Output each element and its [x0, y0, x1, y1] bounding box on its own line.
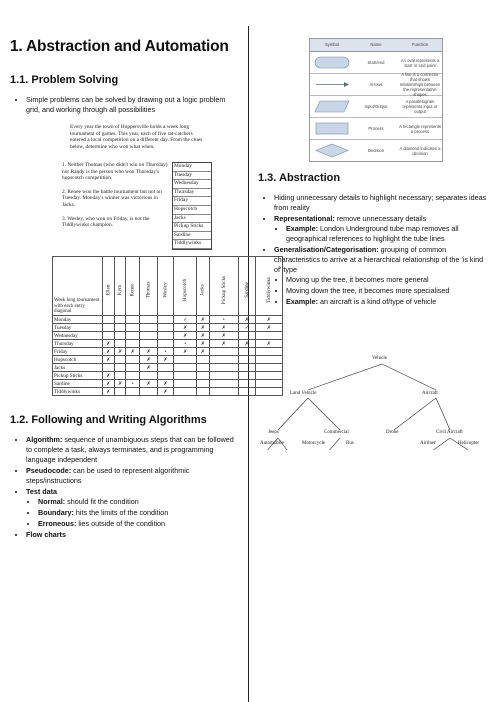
- symbol-name: Process: [368, 126, 384, 131]
- list-item: [26, 530, 240, 540]
- grid-cell: [114, 364, 125, 372]
- puzzle-name: Hopscotch: [173, 206, 211, 215]
- symbol-name: Input/Output: [364, 104, 388, 109]
- puzzle-clues: [62, 162, 170, 236]
- grid-row: [53, 324, 283, 332]
- grid-cell: ✗: [174, 332, 197, 340]
- term-label: Boundary:: [38, 508, 74, 517]
- diamond-shape-icon: [314, 143, 350, 158]
- grid-row-header: Sardine: [53, 380, 103, 388]
- term-text: an aircraft is a kind of/type of vehicle: [317, 297, 437, 306]
- term-text: remove unnecessary details: [334, 214, 427, 223]
- grid-cell: ✗: [174, 348, 197, 356]
- logic-grid: [52, 256, 283, 396]
- generalisation-sublist: [274, 275, 488, 307]
- grid-cell: [174, 380, 197, 388]
- left-column: [10, 38, 240, 116]
- tree-node: Aircraft: [422, 391, 438, 396]
- grid-cell: ✗: [140, 380, 158, 388]
- grid-cell: [114, 332, 125, 340]
- abstraction-section: [258, 172, 488, 308]
- tree-leaf-row: [260, 441, 494, 451]
- test-data-list: [26, 497, 240, 529]
- grid-cell: ✗: [255, 316, 282, 324]
- logic-grid-table: [52, 256, 283, 396]
- term-label: Example:: [286, 297, 318, 306]
- puzzle-name: Wednesday: [173, 180, 211, 189]
- grid-cell: [238, 356, 255, 364]
- tree-node: Civil Aircraft: [436, 430, 463, 435]
- tree-node-root: Vehicle: [372, 356, 387, 361]
- puzzle-name-list: [172, 162, 212, 250]
- grid-column-header: Sardine: [238, 257, 255, 316]
- grid-cell: ✗: [197, 332, 209, 340]
- grid-cell: [209, 388, 238, 396]
- term-text: lies outside of the condition: [76, 519, 166, 528]
- term-text: hits the limits of the condition: [73, 508, 169, 517]
- algorithms-section: [10, 414, 240, 541]
- symbols-header: [310, 39, 442, 52]
- grid-row: [53, 340, 283, 348]
- grid-cell: ✗: [140, 356, 158, 364]
- grid-column-header: Kym: [114, 257, 125, 316]
- grid-cell: ✗: [197, 348, 209, 356]
- grid-cell: [238, 364, 255, 372]
- grid-row: [53, 388, 283, 396]
- list-item: [26, 466, 240, 486]
- grid-cell: [114, 324, 125, 332]
- grid-row-header: Thursday: [53, 340, 103, 348]
- grid-cell: [174, 372, 197, 380]
- grid-cell: [114, 340, 125, 348]
- grid-cell: ✗: [238, 316, 255, 324]
- grid-cell: [126, 340, 140, 348]
- grid-cell: [140, 324, 158, 332]
- grid-cell: [158, 372, 174, 380]
- grid-cell: [103, 324, 115, 332]
- grid-cell: ✗: [209, 340, 238, 348]
- grid-cell: [197, 380, 209, 388]
- tree-node: Jeeps: [268, 430, 279, 435]
- symbols-header-cell: Symbol: [325, 42, 339, 47]
- term-label: Test data: [26, 487, 58, 496]
- grid-row: [53, 316, 283, 324]
- grid-column-header: Jacks: [197, 257, 209, 316]
- symbols-header-cell: Function: [411, 42, 429, 47]
- grid-cell: •: [209, 316, 238, 324]
- symbol-function: A diamond indicates a decision: [399, 145, 441, 156]
- grid-cell: ✗: [140, 348, 158, 356]
- symbol-row: [310, 74, 442, 96]
- symbol-row: [310, 52, 442, 74]
- grid-cell: [197, 388, 209, 396]
- tree-node: Drone: [386, 430, 399, 435]
- grid-cell: ✗: [114, 380, 125, 388]
- symbol-function: A parallelogram represents input or output: [402, 99, 438, 114]
- grid-cell: ✗: [158, 356, 174, 364]
- representational-sublist: [274, 224, 488, 244]
- list-item: [274, 214, 488, 244]
- grid-cell: •: [158, 348, 174, 356]
- symbol-function: An oval represents a start or end point: [400, 57, 440, 68]
- grid-row-header: Friday: [53, 348, 103, 356]
- puzzle-name: Tuesday: [173, 172, 211, 181]
- grid-cell: [238, 332, 255, 340]
- tree-node: Land Vehicle: [290, 391, 317, 396]
- term-label: Example:: [286, 224, 318, 233]
- grid-cell: ✗: [174, 324, 197, 332]
- grid-cell: [114, 388, 125, 396]
- grid-row: [53, 332, 283, 340]
- grid-column-header: Wesley: [158, 257, 174, 316]
- grid-cell: [140, 332, 158, 340]
- grid-cell: ✗: [209, 324, 238, 332]
- grid-column-header: Tiddlywinks: [255, 257, 282, 316]
- problem-solving-list: [10, 95, 240, 115]
- grid-cell: [126, 324, 140, 332]
- tree-node: Automobile: [260, 441, 284, 446]
- grid-cell: ✗: [197, 316, 209, 324]
- symbol-row: [310, 96, 442, 118]
- puzzle-name: Sardine: [173, 232, 211, 241]
- arrow-shape-icon: [314, 78, 350, 91]
- grid-cell: [126, 332, 140, 340]
- parallelogram-shape-icon: [314, 100, 350, 113]
- grid-cell: [209, 364, 238, 372]
- tree-node: Helicopter: [458, 441, 480, 446]
- grid-cell: [209, 356, 238, 364]
- grid-cell: [126, 364, 140, 372]
- grid-cell: ✗: [255, 324, 282, 332]
- grid-cell: [238, 348, 255, 356]
- grid-cell: [174, 364, 197, 372]
- grid-row-header: Hopscotch: [53, 356, 103, 364]
- grid-cell: [103, 364, 115, 372]
- grid-cell: [209, 380, 238, 388]
- section-problem-solving-title: 1.1. Problem Solving: [10, 74, 119, 86]
- grid-row-header: Wednesday: [53, 332, 103, 340]
- term-label: Algorithm:: [26, 435, 63, 444]
- grid-cell: ✗: [197, 324, 209, 332]
- list-item: • Moving down the tree, it becomes more specialised: [286, 286, 488, 296]
- grid-cell: [140, 340, 158, 348]
- rectangle-shape-icon: [314, 122, 350, 135]
- puzzle-name: Jacks: [173, 215, 211, 224]
- grid-cell: ✗: [103, 348, 115, 356]
- puzzle-name: Thursday: [173, 189, 211, 198]
- symbol-function: A rectangle represents a process: [399, 123, 441, 134]
- puzzle-intro: Every year the town of Hoppersville holds a week long tournament of games. This year, each of five rat-catchers entered a local competition on a different day. From the clues below, determine who won what when.: [70, 124, 203, 150]
- list-item: [38, 497, 240, 507]
- grid-cell: [140, 388, 158, 396]
- grid-cell: [114, 316, 125, 324]
- grid-cell: ✗: [140, 364, 158, 372]
- grid-cell: •: [126, 380, 140, 388]
- list-item: [38, 519, 240, 529]
- grid-cell: ✗: [209, 332, 238, 340]
- grid-cell: ✗: [197, 340, 209, 348]
- grid-cell: [238, 388, 255, 396]
- term-text: sequence of unambiguous steps that can be followed to complete a task, always terminates, and is programming language independent: [26, 435, 234, 464]
- logic-puzzle: [58, 124, 210, 247]
- term-label: Flow charts: [26, 530, 66, 539]
- grid-cell: [174, 388, 197, 396]
- term-label: Representational:: [274, 214, 335, 223]
- grid-cell: [114, 356, 125, 364]
- grid-cell: [158, 364, 174, 372]
- grid-row-header: Monday: [53, 316, 103, 324]
- grid-row: [53, 364, 283, 372]
- term-text: should fit the condition: [65, 497, 139, 506]
- grid-column-header: Renee: [126, 257, 140, 316]
- abstraction-list: [258, 193, 488, 307]
- grid-row: [53, 348, 283, 356]
- symbols-header-cell: Name: [370, 42, 382, 47]
- grid-cell: ✗: [126, 348, 140, 356]
- term-label: Generalisation/Categorisation:: [274, 245, 379, 254]
- list-item: [26, 487, 240, 529]
- grid-cell: [140, 316, 158, 324]
- grid-corner-label: Week long tournament with each entry diagonal: [53, 257, 103, 316]
- grid-cell: [126, 316, 140, 324]
- symbol-name: Arrows: [369, 82, 383, 87]
- grid-cell: [197, 364, 209, 372]
- puzzle-clue: 2. Renee won the battle tournament but not on Tuesday. Monday's winner was victorious in Jacks.: [62, 188, 162, 208]
- term-label: Erroneous:: [38, 519, 77, 528]
- grid-cell: [126, 388, 140, 396]
- puzzle-name: Monday: [173, 163, 211, 172]
- tree-node: Commercial: [324, 430, 349, 435]
- grid-row-header: Tiddlywinks: [53, 388, 103, 396]
- grid-row-header: Tuesday: [53, 324, 103, 332]
- grid-cell: ✗: [103, 388, 115, 396]
- grid-row-header: Jacks: [53, 364, 103, 372]
- grid-cell: [209, 348, 238, 356]
- grid-row-header: Pickup Sticks: [53, 372, 103, 380]
- grid-cell: ✗: [255, 340, 282, 348]
- grid-cell: ✗: [103, 380, 115, 388]
- term-label: Normal:: [38, 497, 66, 506]
- grid-cell: ✗: [158, 380, 174, 388]
- list-item: [274, 245, 488, 307]
- tree-connectors: [260, 350, 494, 450]
- page-title: 1. Abstraction and Automation: [10, 38, 229, 55]
- grid-cell: ✓: [238, 324, 255, 332]
- grid-column-header: Hopscotch: [174, 257, 197, 316]
- grid-cell: ✗: [114, 348, 125, 356]
- tree-node: Airliner: [420, 441, 436, 446]
- list-item: [286, 224, 488, 244]
- grid-cell: [114, 372, 125, 380]
- grid-row: [53, 380, 283, 388]
- grid-cell: [158, 332, 174, 340]
- grid-cell: [238, 372, 255, 380]
- grid-column-header: Pickup Sticks: [209, 257, 238, 316]
- symbol-row: [310, 140, 442, 161]
- grid-cell: ✓: [174, 316, 197, 324]
- section-abstraction-title: 1.3. Abstraction: [258, 172, 341, 184]
- grid-cell: [197, 356, 209, 364]
- list-item: [38, 508, 240, 518]
- tree-node: Motorcycle: [302, 441, 326, 446]
- grid-cell: [103, 332, 115, 340]
- grid-cell: [103, 316, 115, 324]
- term-text: London Underground tube map removes all geographical references to highlight the tube lines: [286, 224, 459, 243]
- tree-node: Bus: [346, 441, 354, 446]
- algorithms-list: [10, 435, 240, 540]
- section-algorithms-title: 1.2. Following and Writing Algorithms: [10, 414, 207, 426]
- puzzle-clue: 3. Wesley, who won on Friday, is not the Tiddlywinks champion.: [62, 215, 150, 229]
- puzzle-name: Friday: [173, 197, 211, 206]
- grid-cell: [255, 332, 282, 340]
- symbol-name: Start/end: [367, 60, 385, 65]
- vehicle-hierarchy-diagram: [260, 350, 494, 450]
- list-item: • Hiding unnecessary details to highlight necessary; separates ideas from reality: [274, 193, 488, 213]
- grid-cell: [140, 372, 158, 380]
- grid-header-row: [53, 257, 283, 316]
- grid-cell: ✗: [238, 340, 255, 348]
- puzzle-name: Tiddlywinks: [173, 240, 211, 249]
- list-item: • Simple problems can be solved by drawing out a logic problem grid, and working through all possibilities: [26, 95, 240, 115]
- grid-cell: [158, 316, 174, 324]
- grid-cell: [209, 372, 238, 380]
- list-item: [26, 435, 240, 465]
- grid-column-header: Thomas: [140, 257, 158, 316]
- grid-cell: [238, 380, 255, 388]
- symbol-name: Decision: [367, 148, 385, 153]
- puzzle-name: Pickup Sticks: [173, 223, 211, 232]
- grid-cell: ✗: [103, 340, 115, 348]
- term-label: Pseudocode:: [26, 466, 72, 475]
- grid-row: [53, 356, 283, 364]
- list-item: • Moving up the tree, it becomes more general: [286, 275, 488, 285]
- puzzle-clue: 1. Neither Thomas (who didn't win on Thursday) nor Randy is the person who won Thursday's hopscotch competition.: [62, 162, 168, 182]
- grid-cell: [126, 372, 140, 380]
- oval-shape-icon: [314, 56, 350, 69]
- grid-cell: ✗: [158, 388, 174, 396]
- grid-column-header: Ellen: [103, 257, 115, 316]
- grid-cell: [158, 340, 174, 348]
- grid-cell: ✗: [103, 356, 115, 364]
- term-text: grouping of common characteristics to arrive at a hierarchical relationship of the 'is kind of' type: [274, 245, 484, 274]
- list-item: [286, 297, 488, 307]
- grid-cell: [158, 324, 174, 332]
- symbol-function: A line is a connector that shows relationships between the representative shapes: [399, 72, 441, 97]
- grid-cell: [126, 356, 140, 364]
- grid-cell: ✗: [103, 372, 115, 380]
- grid-row: [53, 372, 283, 380]
- flowchart-symbols-table: [309, 38, 443, 162]
- grid-cell: [174, 356, 197, 364]
- grid-cell: [197, 372, 209, 380]
- term-text: can be used to represent algorithmic steps/instructions: [26, 466, 190, 485]
- symbol-row: [310, 118, 442, 140]
- grid-cell: •: [174, 340, 197, 348]
